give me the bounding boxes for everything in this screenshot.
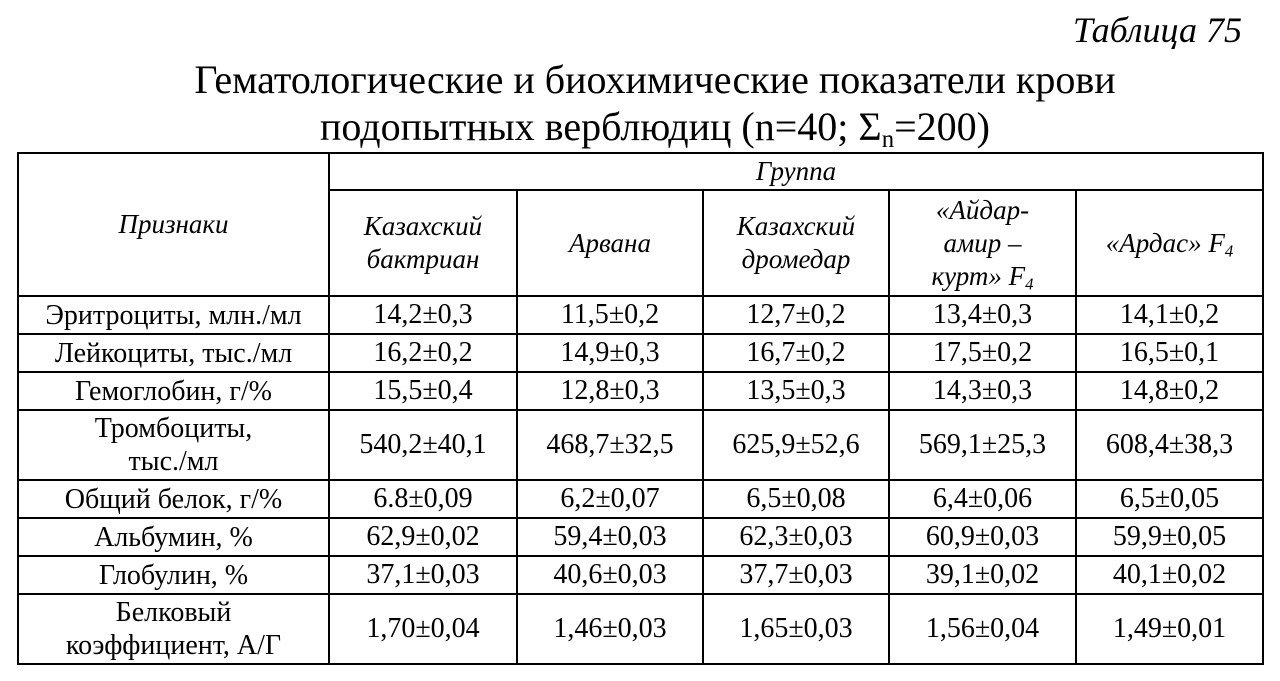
column-header-line: «Айдар- — [935, 194, 1030, 225]
column-header-2 — [517, 190, 703, 296]
table-cell: 14,9±0,3 — [517, 334, 703, 372]
column-header-line: бактриан — [366, 244, 480, 274]
table-row — [18, 334, 1263, 372]
column-header-line: Арвана — [569, 227, 651, 258]
row-label-line: коэффициент, А/Г — [65, 630, 282, 661]
title-line-2 — [0, 103, 1280, 153]
row-label: Глобулин, % — [18, 556, 329, 594]
table-cell: 608,4±38,3 — [1076, 410, 1263, 480]
table-cell: 11,5±0,2 — [517, 296, 703, 334]
table-cell: 1,56±0,04 — [889, 594, 1076, 664]
table-cell: 468,7±32,5 — [517, 410, 703, 480]
row-label: Гемоглобин, г/% — [18, 372, 329, 410]
row-label: Лейкоциты, тыс./мл — [18, 334, 329, 372]
table-cell: 37,1±0,03 — [329, 556, 517, 594]
row-label: Альбумин, % — [18, 518, 329, 556]
table-cell: 62,3±0,03 — [703, 518, 889, 556]
table-cell: 14,1±0,2 — [1076, 296, 1263, 334]
table-title — [0, 56, 1280, 153]
column-header-3 — [703, 190, 889, 296]
column-header-4 — [889, 190, 1076, 296]
column-header-line: Казахский — [736, 211, 856, 241]
table-cell: 17,5±0,2 — [889, 334, 1076, 372]
table-cell: 16,2±0,2 — [329, 334, 517, 372]
table-cell: 1,70±0,04 — [329, 594, 517, 664]
table-cell: 59,4±0,03 — [517, 518, 703, 556]
table-row — [18, 594, 1263, 664]
column-header-subscript: 4 — [1025, 274, 1034, 294]
table-cell: 1,65±0,03 — [703, 594, 889, 664]
table-number: Таблица 75 — [1072, 10, 1242, 50]
group-header: Группа — [329, 153, 1263, 190]
row-label: Эритроциты, млн./мл — [18, 296, 329, 334]
title-line-2-prefix: подопытных верблюдиц (n=40; Σ — [320, 104, 882, 149]
table-cell: 12,7±0,2 — [703, 296, 889, 334]
table-cell: 1,46±0,03 — [517, 594, 703, 664]
table-cell: 540,2±40,1 — [329, 410, 517, 480]
column-header-1 — [329, 190, 517, 296]
column-header-5 — [1076, 190, 1263, 296]
table-cell: 6,5±0,05 — [1076, 480, 1263, 518]
table-row — [18, 518, 1263, 556]
row-label-line: Белковый — [115, 597, 232, 628]
row-label-line: Тромбоциты, — [94, 413, 253, 444]
data-table — [17, 152, 1264, 665]
table-cell: 6,4±0,06 — [889, 480, 1076, 518]
row-label-line: тыс./мл — [128, 446, 219, 477]
table-cell: 14,2±0,3 — [329, 296, 517, 334]
column-header-text: «Ардас» F — [1105, 227, 1225, 258]
table-cell: 1,49±0,01 — [1076, 594, 1263, 664]
column-header-line: Казахский — [363, 211, 483, 241]
row-label: Общий белок, г/% — [18, 480, 329, 518]
table-cell: 13,5±0,3 — [703, 372, 889, 410]
table-cell: 6,2±0,07 — [517, 480, 703, 518]
row-label — [18, 594, 329, 664]
table-cell: 569,1±25,3 — [889, 410, 1076, 480]
feature-header: Признаки — [18, 153, 329, 296]
table-row — [18, 410, 1263, 480]
title-line-2-suffix: =200) — [894, 104, 990, 149]
table-cell: 14,8±0,2 — [1076, 372, 1263, 410]
table-cell: 16,5±0,1 — [1076, 334, 1263, 372]
table-cell: 16,7±0,2 — [703, 334, 889, 372]
table-cell: 15,5±0,4 — [329, 372, 517, 410]
column-header-line — [894, 260, 1071, 293]
column-header-line: дромедар — [741, 244, 851, 274]
table-cell: 40,1±0,02 — [1076, 556, 1263, 594]
title-line-1: Гематологические и биохимические показатели крови — [194, 57, 1116, 102]
table-cell: 13,4±0,3 — [889, 296, 1076, 334]
column-header-subscript: 4 — [1224, 241, 1234, 261]
title-line-2-subscript: n — [881, 125, 895, 153]
table-cell: 59,9±0,05 — [1076, 518, 1263, 556]
table-row — [18, 556, 1263, 594]
column-header-line: амир – — [943, 227, 1022, 258]
table-row — [18, 480, 1263, 518]
column-header-line — [1081, 227, 1258, 260]
header-row-group — [18, 153, 1263, 190]
column-header-text: курт» F — [931, 260, 1026, 291]
table-cell: 12,8±0,3 — [517, 372, 703, 410]
table-cell: 14,3±0,3 — [889, 372, 1076, 410]
table-cell: 625,9±52,6 — [703, 410, 889, 480]
table-cell: 6.8±0,09 — [329, 480, 517, 518]
table-cell: 60,9±0,03 — [889, 518, 1076, 556]
row-label — [18, 410, 329, 480]
table-cell: 40,6±0,03 — [517, 556, 703, 594]
table-row — [18, 296, 1263, 334]
table-cell: 6,5±0,08 — [703, 480, 889, 518]
table-cell: 37,7±0,03 — [703, 556, 889, 594]
table-cell: 62,9±0,02 — [329, 518, 517, 556]
table-cell: 39,1±0,02 — [889, 556, 1076, 594]
table-row — [18, 372, 1263, 410]
